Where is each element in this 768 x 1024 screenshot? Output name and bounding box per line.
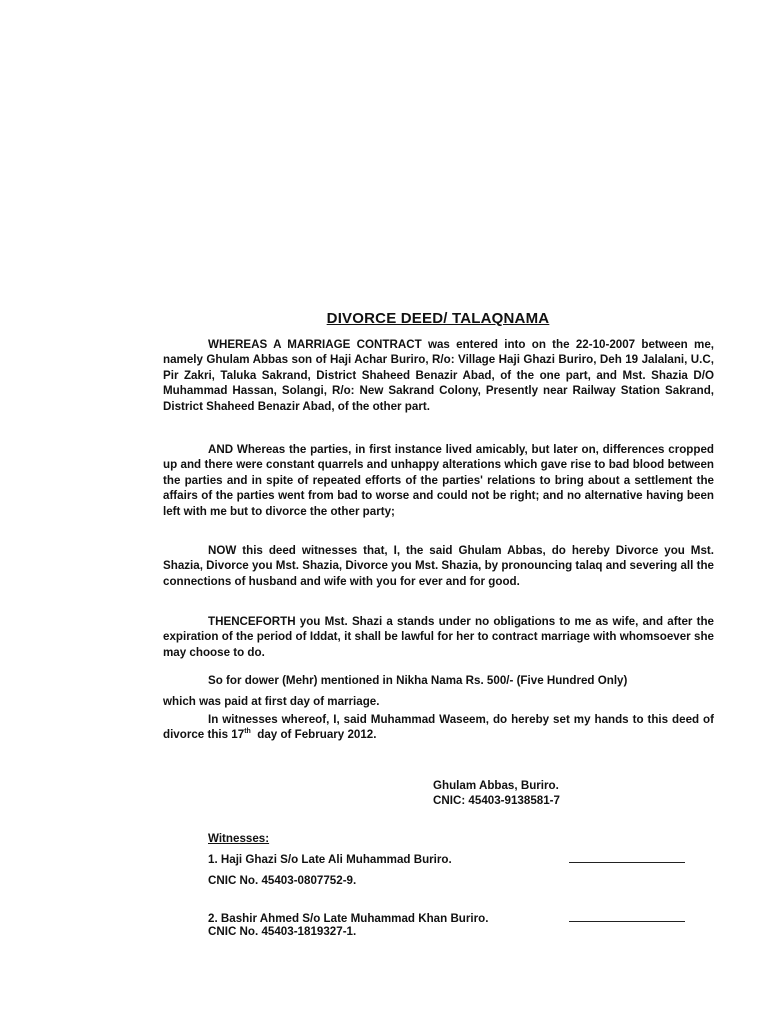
paragraph-witness-statement <box>163 712 714 743</box>
paragraph-thenceforth: THENCEFORTH you Mst. Shazi a stands under no obligations to me as wife, and after the expiration of the period of Iddat, it shall be lawful for her to contract marriage with whomsoever she may choose to do. <box>163 615 714 659</box>
document-title: DIVORCE DEED/ TALAQNAMA <box>326 310 550 327</box>
paragraph-differences: AND Whereas the parties, in first instance lived amicably, but later on, differences cropped up and there were constant quarrels and unhappy alterations which gave rise to bad blood between the parties and in spite of repeated efforts of the parties' relations to bring about a settlement the affairs of the parties went from bad to worse and could not be right; and no alternative having been left with me but to divorce the other party; <box>163 443 714 518</box>
witness-2-cnic: CNIC No. 45403-1819327-1. <box>208 925 357 938</box>
witness-2-signature-line <box>569 921 685 922</box>
witness-1-name: 1. Haji Ghazi S/o Late Ali Muhammad Buriro. <box>208 853 452 866</box>
witness-2-name: 2. Bashir Ahmed S/o Late Muhammad Khan Buriro. <box>208 912 489 925</box>
witness-1-signature-line <box>569 862 685 863</box>
paragraph-marriage-contract: WHEREAS A MARRIAGE CONTRACT was entered into on the 22-10-2007 between me, namely Ghulam Abbas son of Haji Achar Buriro, R/o: Village Haji Ghazi Buriro, Deh 19 Jalalani, U.C, Pir Zakri, Taluka Sakrand, District Shaheed Benazir Abad, of the one part, and Mst. Shazia D/O Muhammad Hassan, Solangi, R/o: New Sakrand Colony, Presently near Railway Station Sakrand, District Shaheed Benazir Abad, of the other part. <box>163 338 714 413</box>
ordinal-suffix: th <box>244 728 251 736</box>
paragraph-pronouncement: NOW this deed witnesses that, I, the said Ghulam Abbas, do hereby Divorce you Mst. Shazia, Divorce you Mst. Shazia, Divorce you Mst. Shazia, by pronouncing talaq and severing all the connections of husband and wife with you for ever and for good. <box>163 544 714 588</box>
witness-statement-text: In witnesses whereof, I, said Muhammad Waseem, do hereby set my hands to this deed of divorce this 17 <box>163 713 714 742</box>
paragraph-dower-continued: which was paid at first day of marriage. <box>163 695 380 708</box>
witness-1-cnic: CNIC No. 45403-0807752-9. <box>208 874 357 887</box>
witnesses-heading: Witnesses: <box>208 832 270 845</box>
paragraph-dower: So for dower (Mehr) mentioned in Nikha Nama Rs. 500/- (Five Hundred Only) <box>208 674 628 687</box>
signatory-cnic: CNIC: 45403-9138581-7 <box>433 794 560 807</box>
signatory-name: Ghulam Abbas, Buriro. <box>433 779 559 792</box>
witness-statement-date: day of February 2012. <box>250 728 377 742</box>
